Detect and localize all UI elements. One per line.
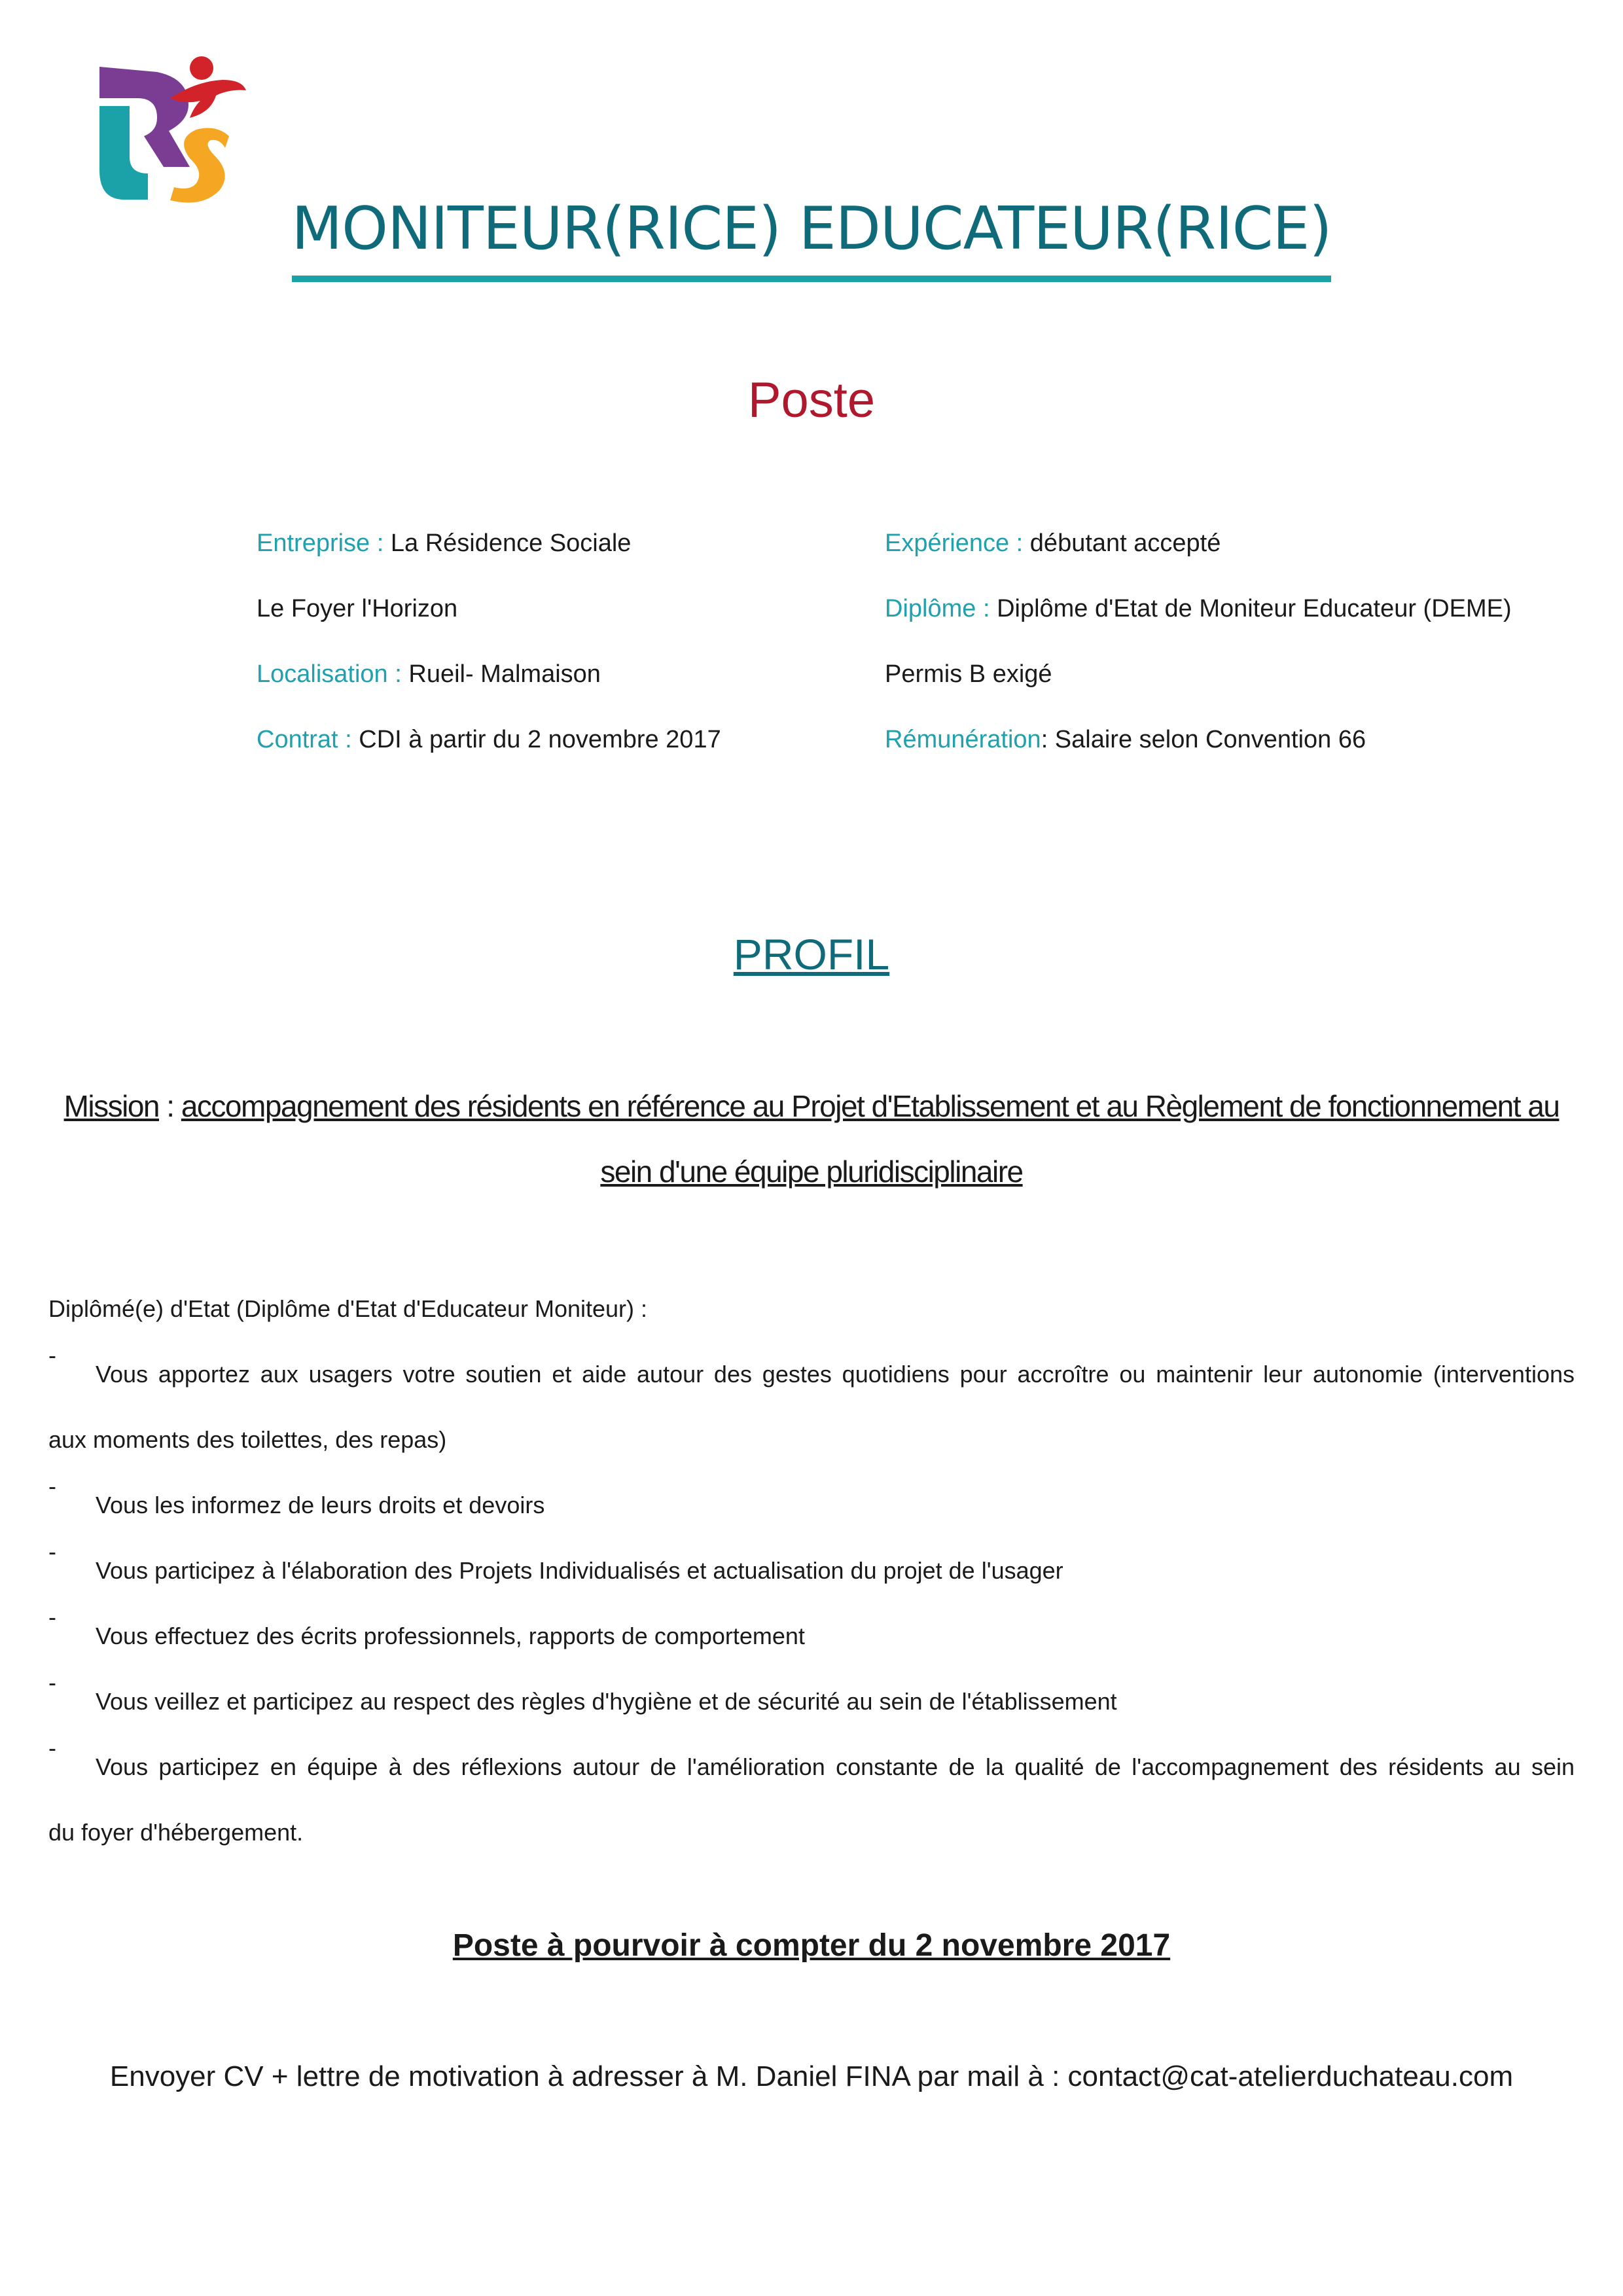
mission-statement [48,1073,1575,1204]
info-remuneration [885,720,1512,785]
mission-text: accompagnement des résidents en référence au Projet d'Etablissement et au Règlement de fonctionnement au sein d'une équipe pluridisciplinaire [181,1089,1560,1189]
diplome-label: Diplôme : [885,595,990,622]
bullet-continuation: du foyer d'hébergement. [48,1819,304,1846]
diplome-value: Diplôme d'Etat de Moniteur Educateur (DEME) [997,595,1512,622]
bullet-text: Vous participez en équipe à des réflexions autour de l'amélioration constante de la qualité de l'accompagnement des résidents au sein [96,1753,1575,1780]
localisation-label: Localisation : [257,660,402,688]
list-item [48,1734,1575,1800]
bullet-text: Vous veillez et participez au respect des règles d'hygiène et de sécurité au sein de l'établissement [96,1688,1117,1715]
bullet-dash: - [48,1538,56,1565]
bullet-continuation: aux moments des toilettes, des repas) [48,1426,447,1453]
logo-teal-l [99,106,148,200]
job-info-right [885,524,1512,785]
mission-label: Mission [63,1089,159,1123]
bullet-dash: - [48,1604,56,1630]
bullet-text: Vous participez à l'élaboration des Projets Individualisés et actualisation du projet de l'usager [96,1557,1063,1584]
experience-value: débutant accepté [1029,529,1221,557]
contact-line: Envoyer CV + lettre de motivation à adresser à M. Daniel FINA par mail à : contact@cat-atelierduchateau.com [109,2060,1514,2092]
experience-label: Expérience : [885,529,1024,557]
info-experience [885,524,1512,589]
remuneration-label: Rémunération [885,726,1041,753]
list-item [48,1473,1575,1538]
list-item [48,1669,1575,1734]
info-contrat [257,720,721,785]
job-info-left [257,524,721,785]
availability-heading: Poste à pourvoir à compter du 2 novembre 2017 [452,1928,1171,1963]
bullet-dash: - [48,1669,56,1696]
list-item [48,1538,1575,1604]
entreprise-label: Entreprise : [257,529,384,557]
bullet-dash: - [48,1473,56,1499]
bullet-dash: - [48,1734,56,1761]
info-entreprise [257,524,721,589]
list-item [48,1342,1575,1407]
bullet-dash: - [48,1342,56,1369]
page-title: MONITEUR(RICE) EDUCATEUR(RICE) [292,196,1332,282]
bullet-text: Vous effectuez des écrits professionnels, rapports de comportement [96,1623,805,1649]
foyer-value: Le Foyer l'Horizon [257,595,458,622]
list-item [48,1604,1575,1669]
contrat-value: CDI à partir du 2 novembre 2017 [359,726,721,753]
poste-heading: Poste [747,372,876,428]
contrat-label: Contrat : [257,726,352,753]
remuneration-value: : Salaire selon Convention 66 [1041,726,1366,753]
logo-red-head [190,56,213,80]
entreprise-value: La Résidence Sociale [390,529,632,557]
info-diplome [885,589,1512,655]
permis-value: Permis B exigé [885,660,1052,688]
bullet-text: Vous les informez de leurs droits et devoirs [96,1492,545,1518]
info-foyer [257,589,721,655]
mission-separator: : [159,1089,181,1123]
profil-heading: PROFIL [733,930,890,978]
profile-body [48,1276,1575,1865]
localisation-value: Rueil- Malmaison [408,660,601,688]
intro-line: Diplômé(e) d'Etat (Diplôme d'Etat d'Educateur Moniteur) : [48,1295,648,1322]
info-permis [885,655,1512,720]
lrs-logo [92,52,249,203]
info-localisation [257,655,721,720]
bullet-text: Vous apportez aux usagers votre soutien et aide autour des gestes quotidiens pour accroître ou maintenir leur autonomie (interventions [96,1361,1575,1388]
